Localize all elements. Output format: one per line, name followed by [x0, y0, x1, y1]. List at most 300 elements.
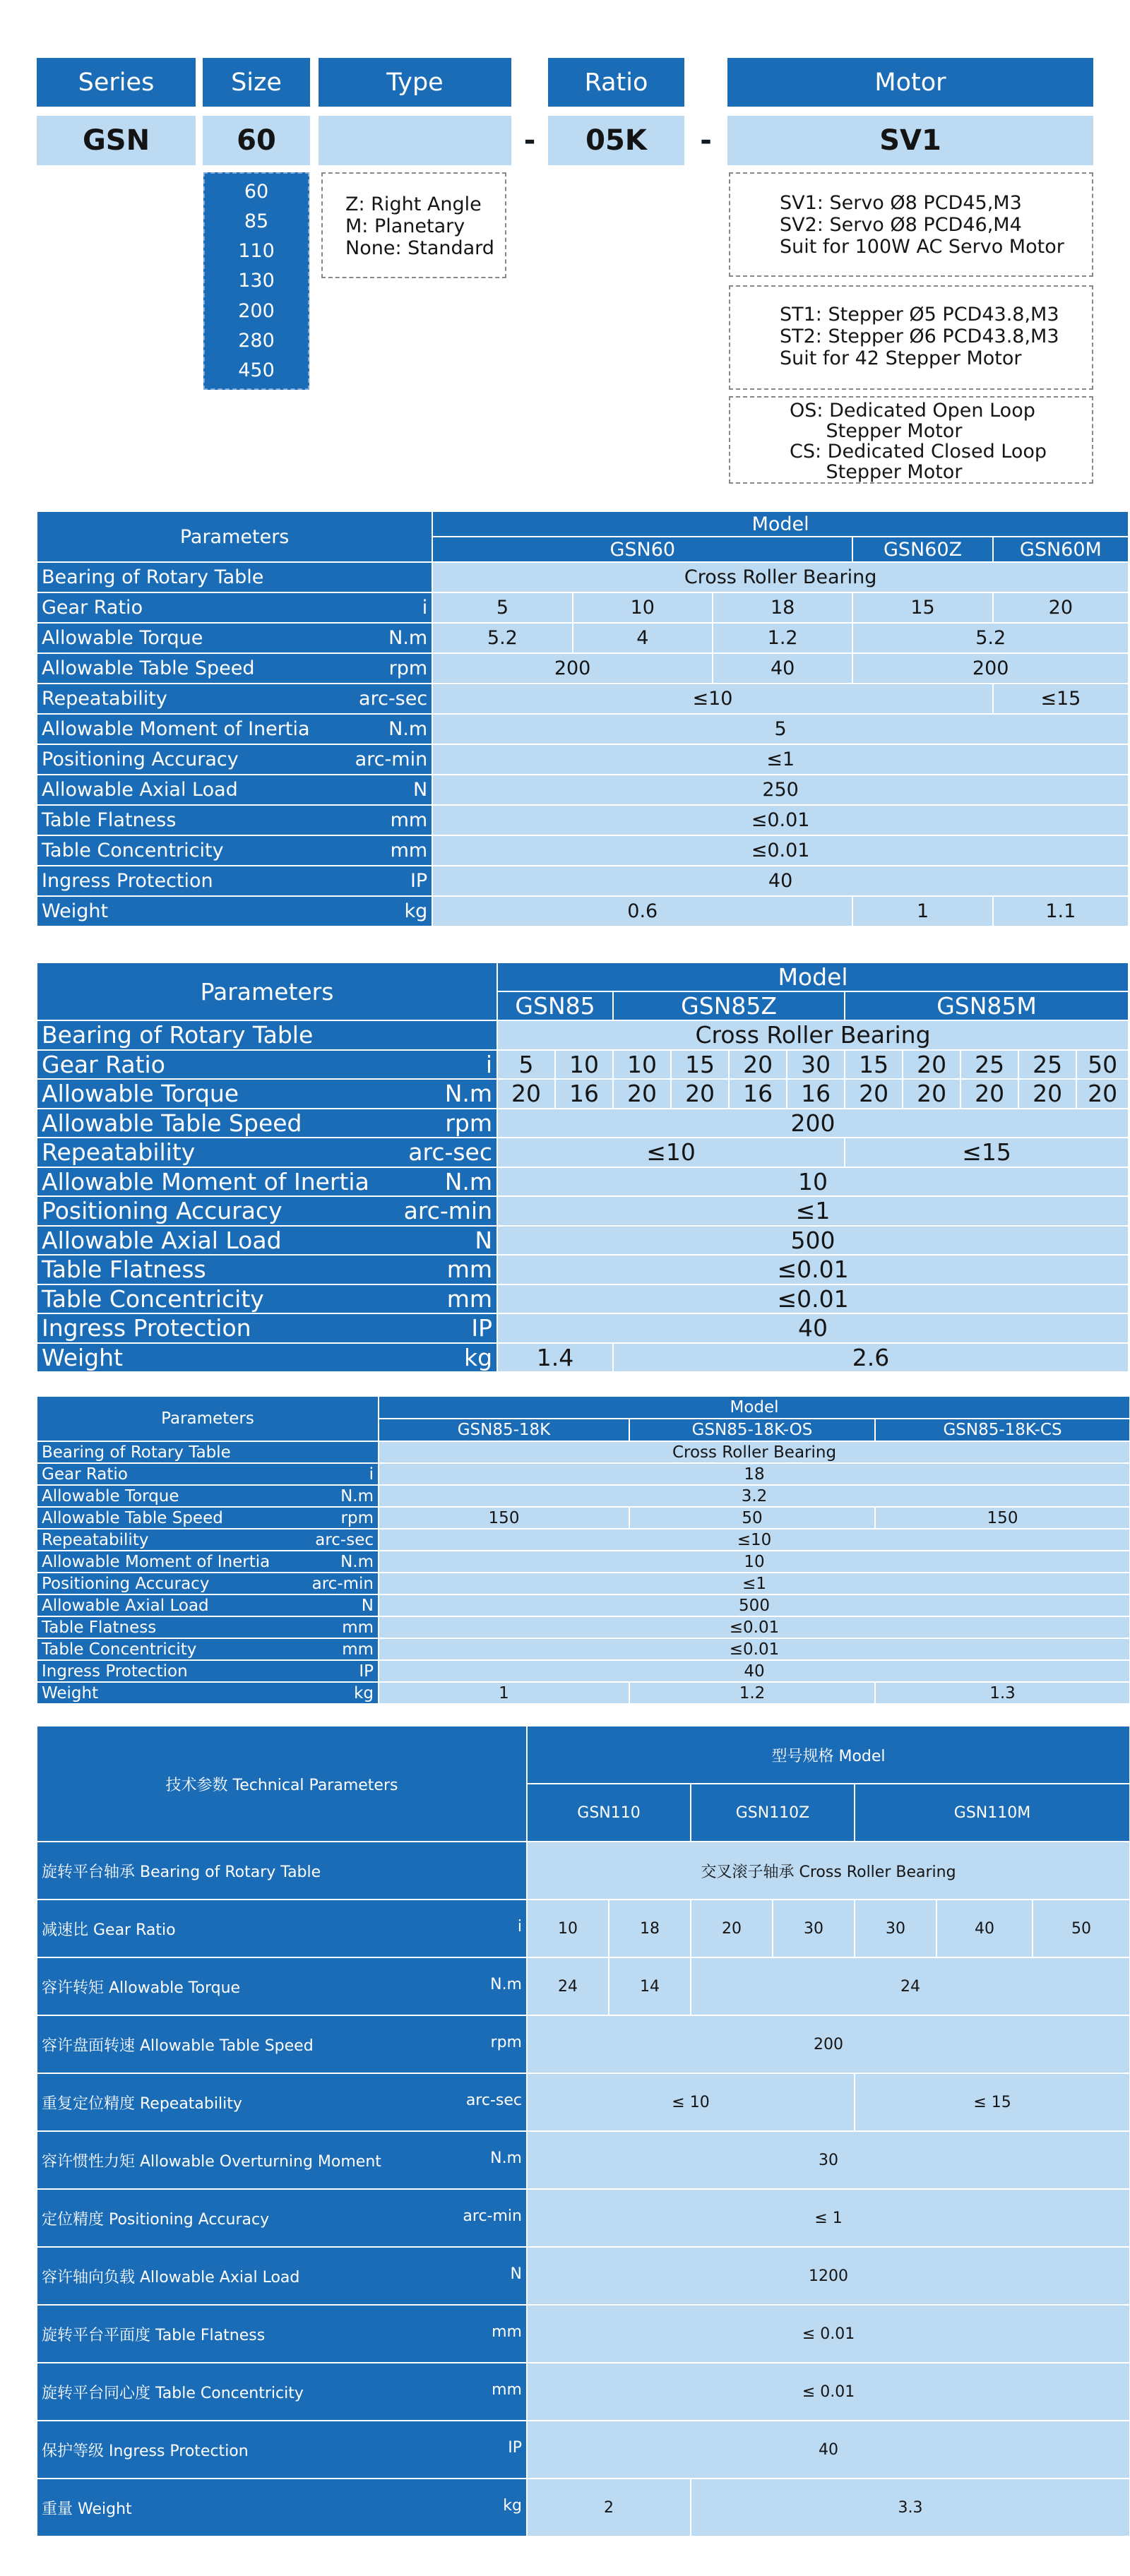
table-header-row: [37, 1726, 1130, 1784]
motor-value: SV1: [727, 116, 1093, 165]
value-cell: 4: [573, 623, 713, 653]
parameter-label: Repeatability: [42, 1138, 196, 1167]
row-label-cell: [37, 623, 432, 653]
value-cell: ≤ 0.01: [527, 2363, 1130, 2421]
parameter-label: Ingress Protection: [42, 1314, 251, 1342]
size-options-list: [203, 172, 309, 390]
note-line: None: Standard: [345, 237, 494, 259]
value-cell: 40: [497, 1313, 1129, 1343]
value-cell: 5: [432, 592, 572, 623]
table-row: [37, 805, 1129, 835]
table-row: [37, 1255, 1129, 1284]
parameter-label: Allowable Torque: [42, 1486, 179, 1505]
value-cell: ≤0.01: [379, 1616, 1130, 1638]
code-separator: -: [523, 124, 536, 157]
unit-label: N: [510, 2265, 522, 2283]
value-cell: 3.2: [379, 1485, 1130, 1507]
row-label-cell: [37, 1900, 527, 1957]
parameter-label: Allowable Axial Load: [42, 1226, 282, 1254]
unit-label: N.m: [340, 1552, 374, 1571]
value-cell: 10: [497, 1167, 1129, 1197]
unit-label: kg: [404, 900, 428, 922]
value-cell: 40: [527, 2421, 1130, 2479]
value-cell: 40: [936, 1900, 1033, 1957]
table-row: [37, 2305, 1130, 2363]
unit-label: rpm: [445, 1109, 493, 1137]
parameter-label: Allowable Axial Load: [42, 779, 238, 801]
unit-label: i: [422, 597, 428, 619]
type-value: [319, 116, 511, 165]
value-cell: 10: [613, 1050, 671, 1080]
parameter-label: Repeatability: [42, 1530, 149, 1549]
row-label-cell: [37, 1020, 497, 1050]
table-row: [37, 1313, 1129, 1343]
unit-label: N: [361, 1596, 374, 1615]
parameter-label: Allowable Table Speed: [42, 1109, 302, 1137]
parameters-header: Parameters: [37, 511, 432, 562]
table-row: [37, 2479, 1130, 2536]
value-cell: 30: [855, 1900, 936, 1957]
unit-label: kg: [463, 1343, 493, 1371]
unit-label: mm: [492, 2380, 522, 2399]
parameter-label: Ingress Protection: [42, 870, 213, 892]
model-header: Model: [432, 511, 1129, 537]
row-label-cell: [37, 1196, 497, 1226]
motor-header: Motor: [727, 58, 1093, 107]
row-label-cell: [37, 1109, 497, 1138]
value-cell: 1.1: [993, 896, 1129, 926]
row-label-cell: [37, 1842, 527, 1900]
model-name: GSN85-18K: [379, 1419, 629, 1441]
value-cell: 0.6: [432, 896, 852, 926]
unit-label: N.m: [388, 627, 428, 649]
unit-label: mm: [342, 1618, 374, 1637]
model-name: GSN85-18K-OS: [629, 1419, 875, 1441]
unit-label: i: [485, 1050, 493, 1078]
unit-label: mm: [342, 1640, 374, 1659]
type-header: Type: [319, 58, 511, 107]
unit-label: N.m: [388, 718, 428, 740]
parameter-label: Table Concentricity: [42, 1640, 197, 1659]
table-row: [37, 714, 1129, 744]
parameter-label: Bearing of Rotary Table: [42, 1021, 314, 1049]
parameter-label: Table Flatness: [42, 1256, 206, 1284]
parameter-label: Positioning Accuracy: [42, 1197, 282, 1225]
value-cell: 1: [852, 896, 992, 926]
unit-label: N.m: [490, 1975, 522, 1993]
model-name: GSN85M: [845, 991, 1129, 1020]
row-label-cell: [37, 2479, 527, 2536]
parameter-label: Allowable Torque: [42, 1080, 239, 1108]
row-label-cell: [37, 1638, 379, 1660]
row-label-cell: [37, 1594, 379, 1616]
unit-label: arc-sec: [315, 1530, 374, 1549]
value-cell: 25: [961, 1050, 1018, 1080]
table-row: [37, 1682, 1130, 1704]
note-line: ST2: Stepper Ø6 PCD43.8,M3: [780, 326, 1059, 347]
parameter-label: Allowable Torque: [42, 627, 203, 649]
value-cell: Cross Roller Bearing: [497, 1020, 1129, 1050]
row-label-cell: [37, 1167, 497, 1197]
row-label-cell: [37, 805, 432, 835]
value-cell: 30: [787, 1050, 845, 1080]
value-cell: 16: [555, 1079, 613, 1109]
row-label-cell: [37, 2363, 527, 2421]
row-label-cell: [37, 1529, 379, 1551]
parameter-label: Weight: [42, 900, 109, 922]
parameters-header: 技术参数 Technical Parameters: [37, 1726, 527, 1842]
model-name: GSN60M: [993, 537, 1129, 562]
value-cell: 1.2: [629, 1682, 875, 1704]
row-label-cell: [37, 1463, 379, 1485]
unit-label: N.m: [340, 1486, 374, 1505]
table-row: [37, 775, 1129, 805]
row-label-cell: [37, 2189, 527, 2247]
row-label-cell: [37, 1660, 379, 1682]
value-cell: 15: [845, 1050, 903, 1080]
series-value: GSN: [37, 116, 196, 165]
row-label-cell: [37, 1284, 497, 1314]
parameter-label: 重量 Weight: [42, 2500, 132, 2518]
row-label-cell: [37, 2247, 527, 2305]
unit-label: arc-min: [311, 1574, 374, 1593]
value-cell: ≤15: [845, 1138, 1129, 1167]
value-cell: 10: [573, 592, 713, 623]
table-row: [37, 653, 1129, 684]
unit-label: rpm: [340, 1508, 374, 1527]
parameter-label: Gear Ratio: [42, 1050, 165, 1078]
note-line: Suit for 42 Stepper Motor: [780, 347, 1022, 369]
row-label-cell: [37, 866, 432, 896]
unit-label: N: [413, 779, 428, 801]
value-cell: 5.2: [852, 623, 1129, 653]
table-row: [37, 1020, 1129, 1050]
value-cell: 5.2: [432, 623, 572, 653]
parameter-label: Positioning Accuracy: [42, 1574, 210, 1593]
value-cell: 30: [773, 1900, 855, 1957]
row-label-cell: [37, 1050, 497, 1080]
row-label-cell: [37, 1507, 379, 1529]
value-cell: 20: [961, 1079, 1018, 1109]
value-cell: ≤0.01: [432, 835, 1129, 866]
value-cell: ≤1: [379, 1573, 1130, 1594]
value-cell: 20: [993, 592, 1129, 623]
unit-label: kg: [503, 2496, 522, 2515]
parameter-label: 减速比 Gear Ratio: [42, 1921, 176, 1939]
unit-label: mm: [390, 840, 428, 861]
parameter-label: Allowable Moment of Inertia: [42, 1552, 270, 1571]
table-row: [37, 1507, 1130, 1529]
value-cell: 10: [379, 1551, 1130, 1573]
unit-label: arc-min: [355, 749, 428, 770]
table-row: [37, 1900, 1130, 1957]
value-cell: 40: [432, 866, 1129, 896]
spec-table-gsn60: [36, 511, 1129, 927]
value-cell: 30: [527, 2131, 1130, 2189]
unit-label: IP: [471, 1314, 493, 1342]
table-row: [37, 866, 1129, 896]
value-cell: ≤ 1: [527, 2189, 1130, 2247]
value-cell: 20: [691, 1900, 773, 1957]
table-row: [37, 1079, 1129, 1109]
value-cell: 1.4: [497, 1343, 613, 1373]
note-line: Stepper Motor: [790, 461, 963, 483]
note-line: ST1: Stepper Ø5 PCD43.8,M3: [780, 304, 1059, 326]
parameter-label: 旋转平台轴承 Bearing of Rotary Table: [42, 1863, 321, 1881]
value-cell: ≤ 0.01: [527, 2305, 1130, 2363]
table-row: [37, 1551, 1130, 1573]
spec-table-gsn110: [36, 1725, 1130, 2537]
unit-label: arc-min: [463, 2207, 522, 2225]
value-cell: 200: [432, 653, 713, 684]
row-label-cell: [37, 714, 432, 744]
unit-label: mm: [492, 2322, 522, 2341]
table-row: [37, 2131, 1130, 2189]
value-cell: 200: [527, 2015, 1130, 2073]
parameter-label: Bearing of Rotary Table: [42, 1443, 231, 1462]
value-cell: 200: [852, 653, 1129, 684]
row-label-cell: [37, 896, 432, 926]
row-label-cell: [37, 1079, 497, 1109]
parameter-label: Gear Ratio: [42, 1465, 128, 1484]
row-label-cell: [37, 2015, 527, 2073]
row-label-cell: [37, 684, 432, 714]
unit-label: i: [517, 1917, 522, 1936]
parameter-label: 容许轴向负载 Allowable Axial Load: [42, 2268, 300, 2286]
value-cell: ≤0.01: [432, 805, 1129, 835]
row-label-cell: [37, 2073, 527, 2131]
size-header: Size: [203, 58, 310, 107]
unit-label: kg: [354, 1683, 374, 1703]
size-option: 60: [244, 180, 269, 203]
value-cell: 25: [1018, 1050, 1076, 1080]
row-label-cell: [37, 1343, 497, 1373]
value-cell: ≤15: [993, 684, 1129, 714]
table-header-row: [37, 511, 1129, 537]
table-row: [37, 1226, 1129, 1256]
value-cell: ≤ 15: [855, 2073, 1130, 2131]
model-header: Model: [497, 962, 1129, 991]
parameters-header: Parameters: [37, 962, 497, 1020]
parameter-label: Gear Ratio: [42, 597, 143, 619]
parameter-label: Ingress Protection: [42, 1662, 188, 1681]
table-row: [37, 1957, 1130, 2015]
value-cell: 20: [1018, 1079, 1076, 1109]
value-cell: 20: [903, 1050, 961, 1080]
value-cell: 1: [379, 1682, 629, 1704]
value-cell: 1.2: [713, 623, 852, 653]
note-line: CS: Dedicated Closed Loop: [790, 441, 1047, 463]
value-cell: 15: [671, 1050, 729, 1080]
row-label-cell: [37, 1441, 379, 1463]
value-cell: 5: [432, 714, 1129, 744]
unit-label: N.m: [444, 1080, 493, 1108]
row-label-cell: [37, 1138, 497, 1167]
row-label-cell: [37, 744, 432, 775]
unit-label: arc-min: [403, 1197, 493, 1225]
value-cell: 10: [555, 1050, 613, 1080]
table-row: [37, 1842, 1130, 1900]
value-cell: 250: [432, 775, 1129, 805]
size-option: 85: [244, 210, 269, 232]
value-cell: 40: [713, 653, 852, 684]
row-label-cell: [37, 1551, 379, 1573]
parameter-label: 容许盘面转速 Allowable Table Speed: [42, 2037, 314, 2055]
value-cell: 2.6: [613, 1343, 1129, 1373]
parameter-label: Allowable Moment of Inertia: [42, 718, 310, 740]
table-row: [37, 1573, 1130, 1594]
value-cell: 500: [379, 1594, 1130, 1616]
table-row: [37, 896, 1129, 926]
model-name: GSN60: [432, 537, 852, 562]
value-cell: ≤1: [432, 744, 1129, 775]
row-label-cell: [37, 1313, 497, 1343]
value-cell: ≤10: [432, 684, 993, 714]
loop-stepper-note: [729, 396, 1093, 484]
value-cell: 10: [527, 1900, 609, 1957]
row-label-cell: [37, 1573, 379, 1594]
table-row: [37, 1343, 1129, 1373]
table-row: [37, 1167, 1129, 1197]
parameter-label: Table Flatness: [42, 1618, 157, 1637]
row-label-cell: [37, 2131, 527, 2189]
size-option: 130: [238, 270, 275, 292]
table-header-row: [37, 1396, 1130, 1419]
value-cell: ≤1: [497, 1196, 1129, 1226]
row-label-cell: [37, 2421, 527, 2479]
model-header: 型号规格 Model: [527, 1726, 1130, 1784]
value-cell: 1.3: [875, 1682, 1130, 1704]
row-label-cell: [37, 653, 432, 684]
note-line: M: Planetary: [345, 215, 465, 237]
value-cell: 50: [1076, 1050, 1129, 1080]
value-cell: ≤10: [379, 1529, 1130, 1551]
value-cell: 3.3: [691, 2479, 1130, 2536]
spec-table-gsn85-18k: [36, 1395, 1130, 1705]
parameter-label: 保护等级 Ingress Protection: [42, 2442, 249, 2460]
row-label-cell: [37, 2305, 527, 2363]
value-cell: Cross Roller Bearing: [432, 562, 1129, 592]
value-cell: ≤0.01: [497, 1284, 1129, 1314]
table-row: [37, 1638, 1130, 1660]
table-row: [37, 1050, 1129, 1080]
unit-label: rpm: [490, 2033, 522, 2051]
model-name: GSN60Z: [852, 537, 992, 562]
table-row: [37, 623, 1129, 653]
value-cell: 1200: [527, 2247, 1130, 2305]
parameter-label: Allowable Moment of Inertia: [42, 1167, 369, 1195]
table-row: [37, 1463, 1130, 1485]
series-header: Series: [37, 58, 196, 107]
size-option: 280: [238, 330, 275, 352]
stepper-motor-note: [729, 285, 1093, 390]
unit-label: N: [475, 1226, 493, 1254]
unit-label: IP: [508, 2438, 522, 2457]
unit-label: IP: [359, 1662, 374, 1681]
value-cell: Cross Roller Bearing: [379, 1441, 1130, 1463]
parameter-label: Allowable Table Speed: [42, 657, 255, 679]
spec-table-gsn85: [36, 962, 1129, 1373]
table-row: [37, 2015, 1130, 2073]
value-cell: 500: [497, 1226, 1129, 1256]
table-row: [37, 1109, 1129, 1138]
table-row: [37, 684, 1129, 714]
parameter-label: 重复定位精度 Repeatability: [42, 2094, 242, 2113]
parameter-label: 旋转平台平面度 Table Flatness: [42, 2326, 266, 2344]
table-row: [37, 562, 1129, 592]
type-options-note: [321, 172, 506, 278]
note-line: SV2: Servo Ø8 PCD46,M4: [780, 214, 1022, 236]
value-cell: 15: [852, 592, 992, 623]
parameter-label: Allowable Table Speed: [42, 1508, 223, 1527]
table-row: [37, 1138, 1129, 1167]
parameter-label: Repeatability: [42, 688, 167, 710]
value-cell: 50: [629, 1507, 875, 1529]
table-row: [37, 2073, 1130, 2131]
value-cell: 150: [875, 1507, 1130, 1529]
model-name: GSN110M: [855, 1784, 1130, 1842]
table-row: [37, 1485, 1130, 1507]
table-row: [37, 1529, 1130, 1551]
value-cell: ≤10: [497, 1138, 845, 1167]
model-name: GSN110: [527, 1784, 691, 1842]
value-cell: ≤ 10: [527, 2073, 855, 2131]
value-cell: 24: [527, 1957, 609, 2015]
value-cell: 20: [903, 1079, 961, 1109]
value-cell: 40: [379, 1660, 1130, 1682]
value-cell: ≤0.01: [379, 1638, 1130, 1660]
row-label-cell: [37, 1226, 497, 1256]
table-row: [37, 2421, 1130, 2479]
unit-label: arc-sec: [465, 2091, 522, 2109]
unit-label: N.m: [444, 1167, 493, 1195]
parameter-label: Positioning Accuracy: [42, 749, 239, 770]
table-row: [37, 2189, 1130, 2247]
size-option: 200: [238, 299, 275, 322]
model-name: GSN110Z: [691, 1784, 855, 1842]
parameter-label: 容许惯性力矩 Allowable Overturning Moment: [42, 2152, 381, 2171]
table-row: [37, 835, 1129, 866]
model-header: Model: [379, 1396, 1130, 1419]
row-label-cell: [37, 1255, 497, 1284]
value-cell: 18: [379, 1463, 1130, 1485]
value-cell: 交叉滚子轴承 Cross Roller Bearing: [527, 1842, 1130, 1900]
parameter-label: Weight: [42, 1683, 99, 1703]
value-cell: 14: [609, 1957, 691, 2015]
size-option: 450: [238, 359, 275, 382]
value-cell: 20: [671, 1079, 729, 1109]
parameter-label: Bearing of Rotary Table: [42, 566, 264, 588]
table-row: [37, 1660, 1130, 1682]
row-label-cell: [37, 1682, 379, 1704]
unit-label: rpm: [388, 657, 428, 679]
parameter-label: Table Concentricity: [42, 1284, 264, 1313]
note-line: OS: Dedicated Open Loop: [790, 400, 1035, 422]
value-cell: 2: [527, 2479, 691, 2536]
value-cell: 24: [691, 1957, 1130, 2015]
table-row: [37, 1594, 1130, 1616]
unit-label: mm: [446, 1284, 493, 1313]
table-row: [37, 1196, 1129, 1226]
note-line: SV1: Servo Ø8 PCD45,M3: [780, 192, 1022, 214]
table-row: [37, 1284, 1129, 1314]
row-label-cell: [37, 775, 432, 805]
value-cell: 200: [497, 1109, 1129, 1138]
value-cell: 16: [729, 1079, 787, 1109]
parameters-header: Parameters: [37, 1396, 379, 1441]
size-value: 60: [203, 116, 310, 165]
parameter-label: Weight: [42, 1343, 123, 1371]
